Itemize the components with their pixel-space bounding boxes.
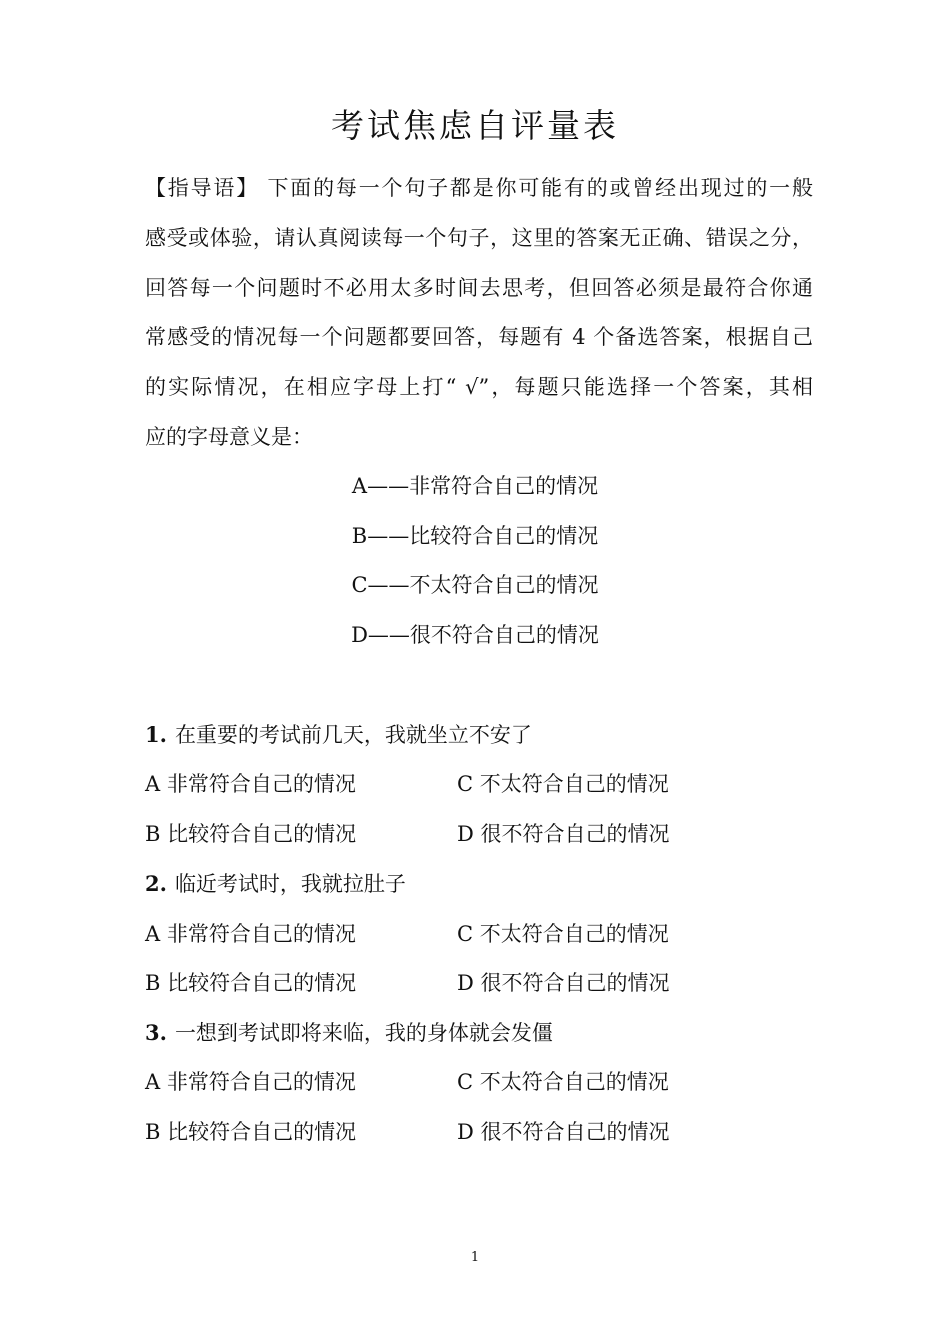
question-text: 一想到考试即将来临，我的身体就会发僵 [174,1021,553,1045]
question-1-option-b[interactable]: B 比较符合自己的情况 [145,822,357,846]
page-title: 考试焦虑自评量表 [331,106,619,145]
instructions-line: 的实际情况，在相应字母上打“ √”，每题只能选择一个答案，其相 [145,375,813,400]
question-3-option-d[interactable]: D 很不符合自己的情况 [457,1120,670,1144]
question-1-option-a[interactable]: A 非常符合自己的情况 [145,772,356,796]
question-text: 临近考试时，我就拉肚子 [174,872,406,896]
question-3-option-b[interactable]: B 比较符合自己的情况 [145,1120,357,1144]
question-2 [145,868,406,898]
instructions-line: 【指导语】 下面的每一个句子都是你可能有的或曾经出现过的一般 [145,176,813,200]
question-1-option-c[interactable]: C 不太符合自己的情况 [457,772,669,796]
question-2-option-d[interactable]: D 很不符合自己的情况 [457,971,670,995]
question-number: 1. [145,722,167,747]
question-3 [145,1017,553,1047]
legend-item-c: C——不太符合自己的情况 [351,573,599,597]
question-1-option-d[interactable]: D 很不符合自己的情况 [457,822,670,846]
legend-item-a: A——非常符合自己的情况 [351,474,599,498]
question-2-option-c[interactable]: C 不太符合自己的情况 [457,922,669,946]
question-number: 3. [145,1020,167,1045]
question-number: 2. [145,871,167,896]
question-text: 在重要的考试前几天，我就坐立不安了 [174,723,532,747]
page-number: 1 [470,1250,480,1265]
question-3-option-a[interactable]: A 非常符合自己的情况 [145,1070,356,1094]
instructions-line: 回答每一个问题时不必用太多时间去思考，但回答必须是最符合你通 [145,275,813,300]
question-3-option-c[interactable]: C 不太符合自己的情况 [457,1070,669,1094]
question-2-option-a[interactable]: A 非常符合自己的情况 [145,922,356,946]
instructions-line: 感受或体验，请认真阅读每一个句子，这里的答案无正确、错误之分， [145,225,813,250]
question-2-option-b[interactable]: B 比较符合自己的情况 [145,971,357,995]
legend-item-b: B——比较符合自己的情况 [351,524,599,548]
instructions-line: 常感受的情况每一个问题都要回答，每题有 4 个备选答案，根据自己 [145,325,813,350]
instructions-paragraph [145,164,813,463]
instructions-line: 应的字母意义是： [145,424,313,449]
legend-item-d: D——很不符合自己的情况 [351,623,599,647]
question-1 [145,719,532,749]
